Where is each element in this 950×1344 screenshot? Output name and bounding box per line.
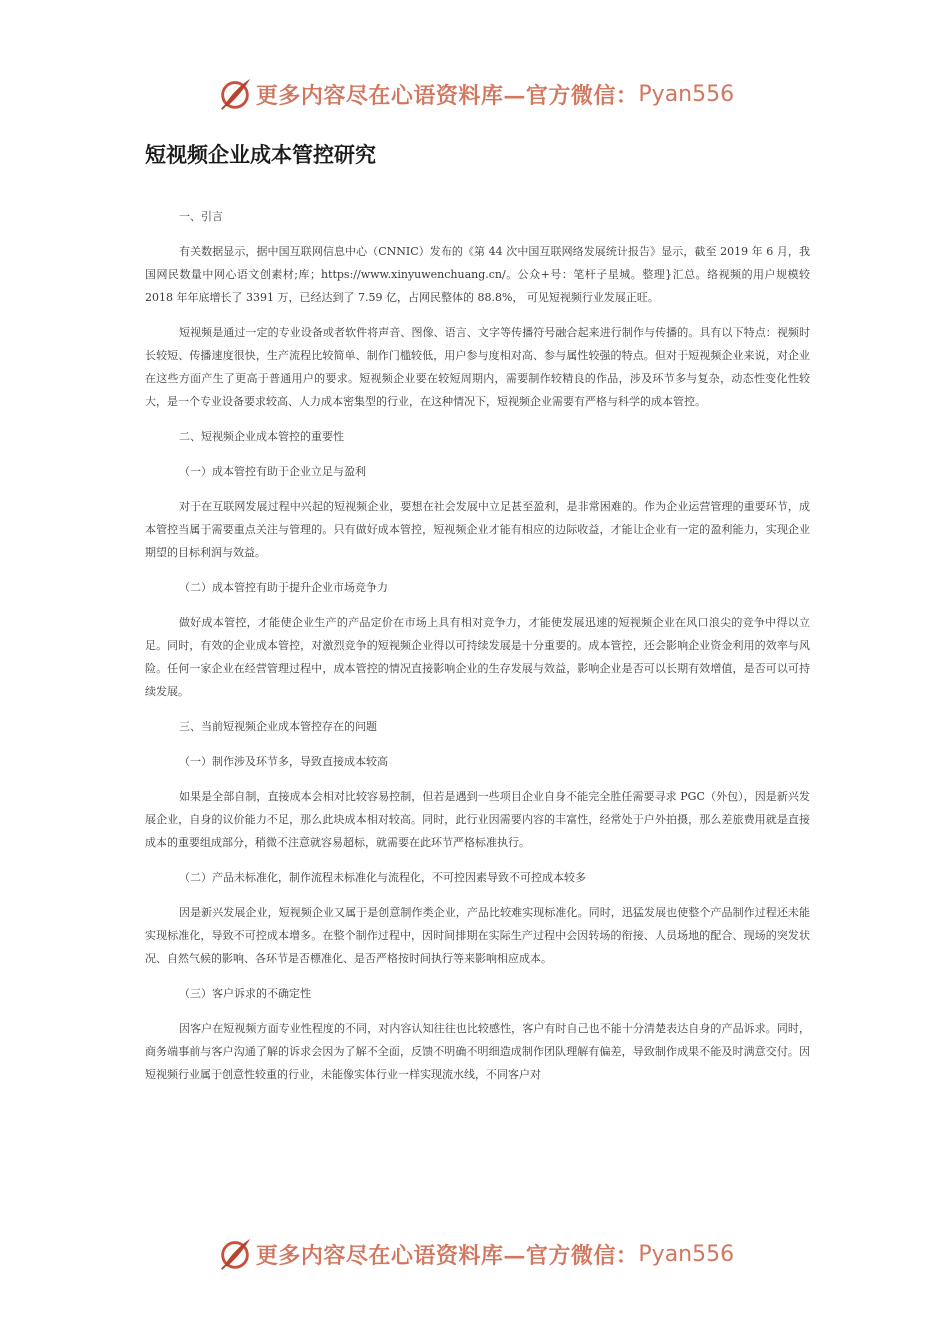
- section-heading: 一、引言: [179, 210, 223, 223]
- section-heading: （二）产品未标准化，制作流程未标准化与流程化，不可控因素导致不可控成本较多: [179, 871, 586, 884]
- article-body: [145, 205, 810, 1098]
- quill-logo-icon: [216, 1235, 254, 1273]
- paragraph: 因客户在短视频方面专业性程度的不同，对内容认知往往也比较感性，客户有时自己也不能十分清楚表达自身的产品诉求。同时，商务端事前与客户沟通了解的诉求会因为了解不全面，反馈不明确不明细造成制作团队理解有偏差，导致制作成果不能及时满意交付。因短视频行业属于创意性较重的行业，未能像实体行业一样实现流水线，不同客户对: [145, 1022, 810, 1081]
- page-title: 短视频企业成本管控研究: [145, 143, 376, 167]
- paragraph: 短视频是通过一定的专业设备或者软件将声音、图像、语言、文字等传播符号融合起来进行制作与传播的。具有以下特点：视频时长较短、传播速度很快，生产流程比较简单、制作门槛较低，用户参与度相对高、参与属性较强的特点。但对于短视频企业来说，对企业在这些方面产生了更高于普通用户的要求。短视频企业要在较短周期内，需要制作较精良的作品，涉及环节多与复杂，动态性变化性较大，是一个专业设备要求较高、人力成本密集型的行业，在这种情况下，短视频企业需要有严格与科学的成本管控。: [145, 326, 810, 408]
- section-heading: （一）制作涉及环节多，导致直接成本较高: [179, 755, 388, 768]
- watermark-text: 更多内容尽在心语资料库—官方微信：: [255, 82, 639, 109]
- section-heading: 三、当前短视频企业成本管控存在的问题: [179, 720, 377, 733]
- watermark-account: Pyan556: [638, 81, 735, 107]
- paragraph: 对于在互联网发展过程中兴起的短视频企业，要想在社会发展中立足甚至盈利，是非常困难的。作为企业运营管理的重要环节，成本管控当属于需要重点关注与管理的。只有做好成本管控，短视频企业才能有相应的边际收益，才能让企业有一定的盈利能力，实现企业期望的目标利润与效益。: [145, 500, 810, 559]
- footer-watermark-banner: [0, 1232, 950, 1276]
- paragraph: 如果是全部自制，直接成本会相对比较容易控制，但若是遇到一些项目企业自身不能完全胜任需要寻求 PGC（外包），因是新兴发展企业，自身的议价能力不足，那么此块成本相对较高。同时，此行业因需要内容的丰富性，经常处于户外拍摄，那么差旅费用就是直接成本的重要组成部分，稍微不注意就容易超标，就需要在此环节严格标准执行。: [145, 790, 810, 849]
- section-heading: 二、短视频企业成本管控的重要性: [179, 430, 344, 443]
- section-heading: （二）成本管控有助于提升企业市场竞争力: [179, 581, 388, 594]
- quill-logo-icon: [216, 75, 254, 113]
- watermark-account: Pyan556: [638, 1241, 735, 1267]
- header-watermark-banner: [0, 72, 950, 116]
- section-heading: （一）成本管控有助于企业立足与盈利: [179, 465, 366, 478]
- paragraph: 有关数据显示，据中国互联网信息中心（CNNIC）发布的《第 44 次中国互联网络发展统计报告》显示，截至 2019 年 6 月，我国网民数量中网心语文创素材;库；https://www.xinyuwenchuang.cn/。公众+号：笔杆子星城。整理}汇总。络视频的用户规模较 2018 年年底增长了 3391 万，已经达到了 7.59 亿，占网民整体的 88.8%， 可见短视频行业发展正旺。: [145, 245, 810, 304]
- section-heading: （三）客户诉求的不确定性: [179, 987, 311, 1000]
- paragraph: 做好成本管控，才能使企业生产的产品定价在市场上具有相对竞争力，才能使发展迅速的短视频企业在风口浪尖的竞争中得以立足。同时，有效的企业成本管控，对激烈竞争的短视频企业得以可持续发展是十分重要的。成本管控，还会影响企业资金利用的效率与风险。任何一家企业在经营管理过程中，成本管控的情况直接影响企业的生存发展与效益，影响企业是否可以长期有效增值，是否可以可持续发展。: [145, 616, 810, 698]
- paragraph: 因是新兴发展企业，短视频企业又属于是创意制作类企业，产品比较难实现标准化。同时，迅猛发展也使整个产品制作过程还未能实现标准化，导致不可控成本增多。在整个制作过程中，因时间排期在实际生产过程中会因转场的衔接、人员场地的配合、现场的突发状况、自然气候的影响、各环节是否標准化、是否严格按时间执行等来影响相应成本。: [145, 906, 810, 965]
- watermark-text: 更多内容尽在心语资料库—官方微信：: [255, 1242, 639, 1269]
